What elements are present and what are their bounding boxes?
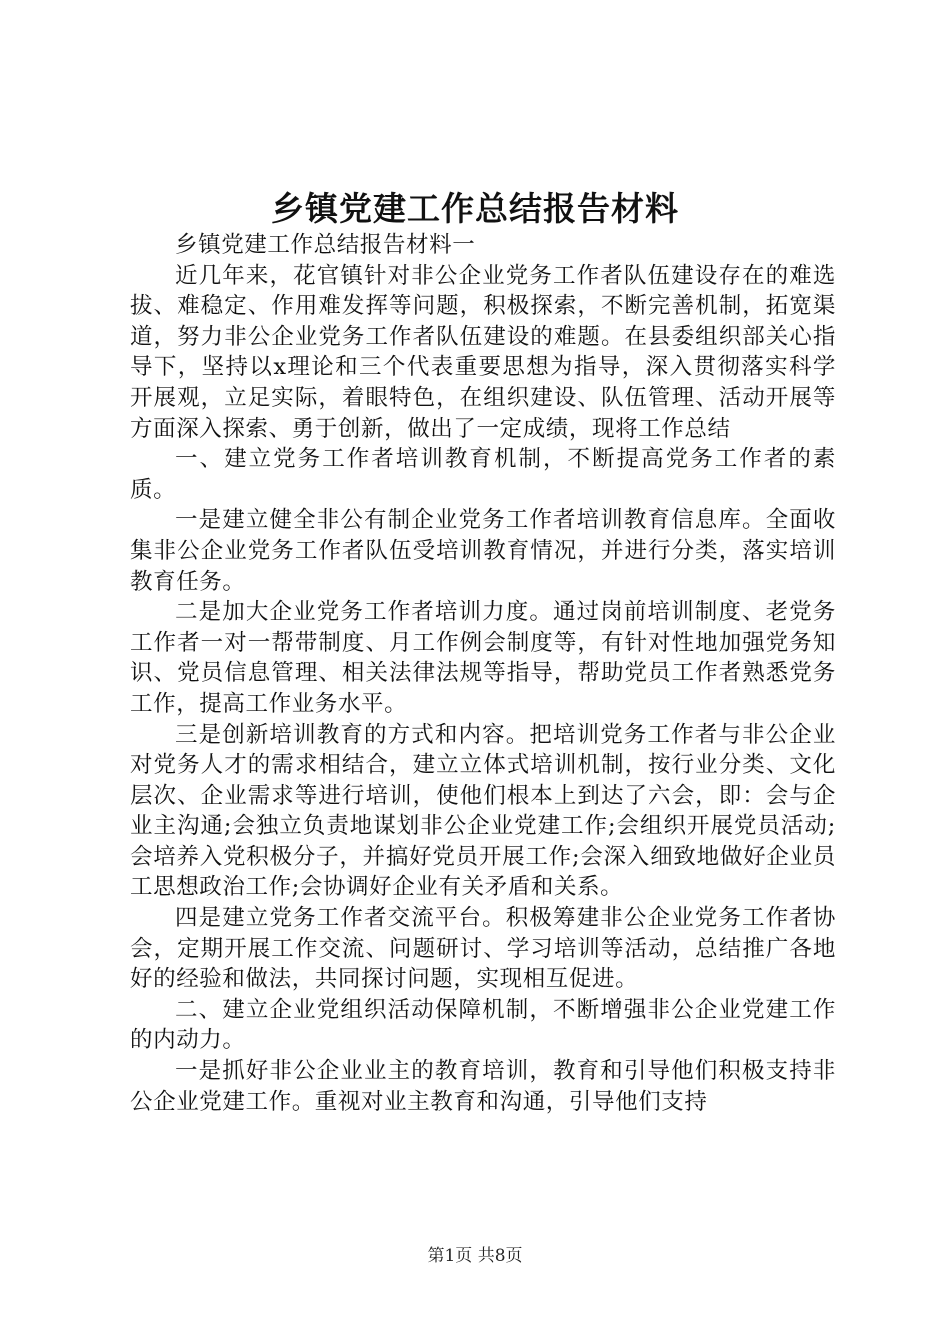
- paragraph-item-4: 四是建立党务工作者交流平台。积极筹建非公企业党务工作者协会，定期开展工作交流、问题研讨、学习培训等活动，总结推广各地好的经验和做法，共同探讨问题，实现相互促进。: [130, 905, 836, 993]
- paragraph-subtitle: 乡镇党建工作总结报告材料一: [175, 232, 476, 258]
- page-number-footer: 第1页 共8页: [427, 1246, 523, 1266]
- paragraph-section-2-heading: 二、建立企业党组织活动保障机制，不断增强非公企业党建工作的内动力。: [130, 996, 836, 1054]
- document-body: [130, 230, 836, 1117]
- paragraph-section-1-heading: 一、建立党务工作者培训教育机制，不断提高党务工作者的素质。: [130, 446, 836, 503]
- paragraph-item-3: 三是创新培训教育的方式和内容。把培训党务工作者与非公企业对党务人才的需求相结合，建立立体式培训机制，按行业分类、文化层次、企业需求等进行培训，使他们根本上到达了六会，即：会与企业主沟通;会独立负责地谋划非公企业党建工作;会组织开展党员活动;会培养入党积极分子，并搞好党员开展工作;会深入细致地做好企业员工思想政治工作;会协调好企业有关矛盾和关系。: [130, 721, 836, 901]
- paragraph-item-1: 一是建立健全非公有制企业党务工作者培训教育信息库。全面收集非公企业党务工作者队伍受培训教育情况，并进行分类，落实培训教育任务。: [130, 507, 836, 595]
- paragraph-item-2: 二是加大企业党务工作者培训力度。通过岗前培训制度、老党务工作者一对一帮带制度、月工作例会制度等，有针对性地加强党务知识、党员信息管理、相关法律法规等指导，帮助党员工作者熟悉党务工作，提高工作业务水平。: [130, 599, 836, 717]
- paragraph-intro: 近几年来，花官镇针对非公企业党务工作者队伍建设存在的难选拔、难稳定、作用难发挥等问题，积极探索，不断完善机制，拓宽渠道，努力非公企业党务工作者队伍建设的难题。在县委组织部关心指导下，坚持以x理论和三个代表重要思想为指导，深入贯彻落实科学开展观，立足实际，着眼特色，在组织建设、队伍管理、活动开展等方面深入探索、勇于创新，做出了一定成绩，现将工作总结: [130, 262, 836, 442]
- paragraph-section-2-item-1: 一是抓好非公企业业主的教育培训，教育和引导他们积极支持非公企业党建工作。重视对业主教育和沟通，引导他们支持: [130, 1058, 836, 1115]
- document-title: 乡镇党建工作总结报告材料: [271, 189, 679, 228]
